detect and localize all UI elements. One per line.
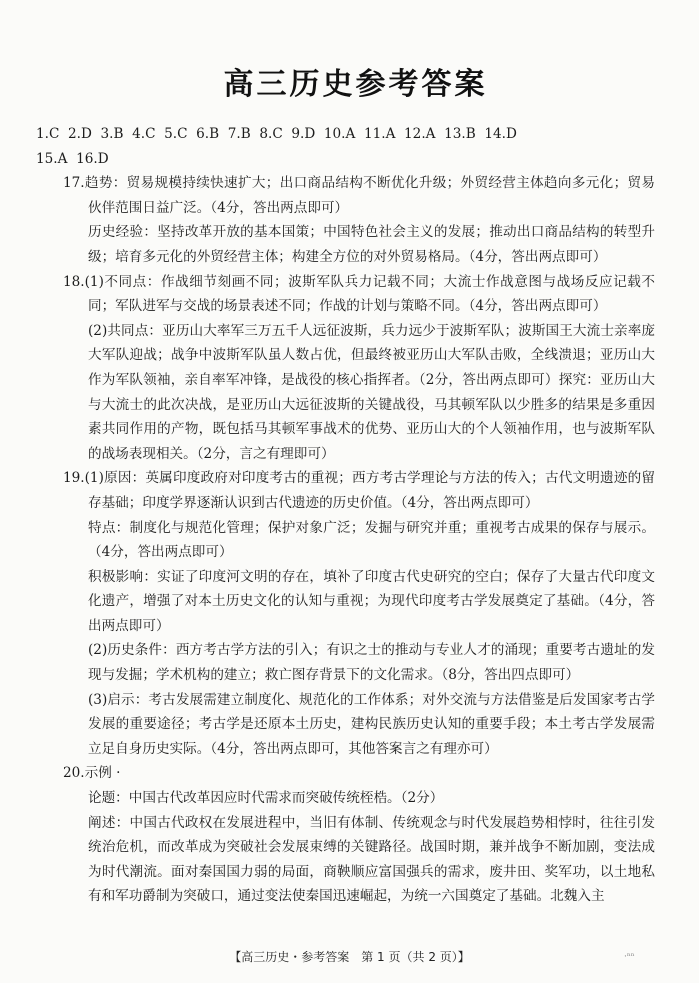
q19-insight: (3)启示：考古发展需建立制度化、规范化的工作体系；对外交流与方法借鉴是后发国家考古学发展的重要途径；考古学是还原本土历史，建构民族历史认知的重要手段；本土考古学发展需立足自身历史实际。（4分，答出两点即可，其他答案言之有理亦可） [88,691,655,757]
choice-answers-line-1: 1.C 2.D 3.B 4.C 5.C 6.B 7.B 8.C 9.D 10.A 11.A 12.A 13.B 14.D [36,126,517,142]
q18-difference-text: (1)不同点：作战细节刻画不同；波斯军队兵力记载不同；大流士作战意图与战场反应记载不同；军队进军与交战的场景表述不同；作战的计划与策略不同。（4分，答出两点即可） [84,273,655,315]
choice-answers-line-2: 15.A 16.D [36,150,109,167]
q17-trend [56,171,655,220]
q19-conditions: (2)历史条件：西方考古学方法的引入；有识之士的推动与专业人才的涌现；重要考古遗址的发现与发掘；学术机构的建立；救亡图存背景下的文化需求。（8分，答出四点即可） [88,642,655,684]
corner-mark: ·ⁿⁿ [624,952,635,962]
q18-difference [56,270,655,319]
q19-reason [56,466,655,515]
question-17 [56,171,655,269]
q20-thesis: 论题：中国古代改革因应时代需求而突破传统桎梏。（2分） [88,790,444,807]
q20-example [56,761,655,786]
page-footer: 【高三历史・参考答案 第 1 页（共 2 页）】 [229,950,470,964]
page-title: 高三历史参考答案 [223,67,488,102]
q20-example-text: 示例 · [84,765,121,782]
q19-number: 19. [63,470,85,487]
q17-number: 17. [63,175,85,192]
question-19 [56,466,655,761]
q19-impact: 积极影响：实证了印度河文明的存在，填补了印度古代史研究的空白；保存了大量古代印度文化遗产，增强了对本土历史文化的认知与重视；为现代印度考古学发展奠定了基础。（4分，答出两点即可） [88,568,655,634]
q19-feature: 特点：制度化与规范化管理；保护对象广泛；发掘与研究并重；重视考古成果的保存与展示。（4分，答出两点即可） [88,519,655,561]
answer-content [36,122,655,909]
q18-number: 18. [63,273,85,290]
question-18 [56,270,655,467]
q20-elaboration: 阐述：中国古代政权在发展进程中，当旧有体制、传统观念与时代发展趋势相悖时，往往引发统治危机，而改革成为突破社会发展束缚的关键路径。战国时期，兼并战争不断加剧，变法成为时代潮流。面对秦国国力弱的局面，商鞅顺应富国强兵的需求，废井田、奖军功，以土地私有和军功爵制为突破口，通过变法使秦国迅速崛起，为统一六国奠定了基础。北魏入主 [88,814,655,905]
q17-trend-text: 趋势：贸易规模持续快速扩大；出口商品结构不断优化升级；外贸经营主体趋向多元化；贸易伙伴范围日益广泛。（4分，答出两点即可） [84,175,655,216]
q17-experience: 历史经验：坚持改革开放的基本国策；中国特色社会主义的发展；推动出口商品结构的转型升级；培育多元化的外贸经营主体；构建全方位的对外贸易格局。（4分，答出两点即可） [88,224,655,265]
q18-common: (2)共同点：亚历山大率军三万五千人远征波斯，兵力远少于波斯军队；波斯国王大流士亲率庞大军队迎战；战争中波斯军队虽人数占优，但最终被亚历山大军队击败，全线溃退；亚历山大作为军队领袖，亲自率军冲锋，是战役的核心指挥者。（2分，答出两点即可）探究：亚历山大与大流士的此次决战，是亚历山大远征波斯的关键战役，马其顿军队以少胜多的结果是多重因素共同作用的产物，既包括马其顿军事战术的优势、亚历山大的个人领袖作用，也与波斯军队的战场表现相关。（2分，言之有理即可） [88,322,655,462]
q19-reason-text: (1)原因：英属印度政府对印度考古的重视；西方考古学理论与方法的传入；古代文明遗迹的留存基础；印度学界逐渐认识到古代遗迹的历史价值。（4分，答出两点即可） [84,470,655,511]
q20-number: 20. [63,765,85,782]
question-20 [56,761,655,909]
